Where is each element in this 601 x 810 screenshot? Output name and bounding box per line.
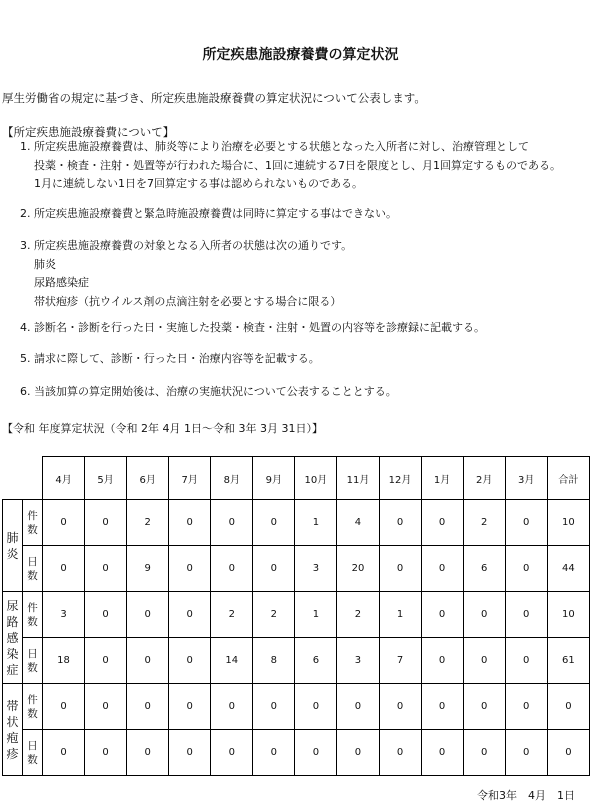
table-cell: 0: [379, 546, 421, 592]
table-cell: 0: [379, 684, 421, 730]
rule-text: 請求に際して、診断・行った日・治療内容等を記載する。: [34, 352, 320, 365]
table-row: [3, 730, 590, 776]
table-cell: 0: [505, 684, 547, 730]
table-cell: 0: [505, 546, 547, 592]
table-cell: 0: [43, 730, 85, 776]
rule-text: 当該加算の算定開始後は、治療の実施状況について公表することとする。: [34, 385, 397, 398]
table-cell: 0: [169, 684, 211, 730]
table-cell: 2: [253, 592, 295, 638]
rule-text: 帯状疱疹（抗ウイルス剤の点滴注射を必要とする場合に限る）: [34, 294, 342, 308]
table-cell: 0: [337, 684, 379, 730]
section-heading: 【所定疾患施設療養費について】: [2, 125, 175, 139]
table-cell: 0: [211, 500, 253, 546]
rule-line: [20, 350, 320, 369]
table-cell: 2: [211, 592, 253, 638]
table-cell: 0: [169, 500, 211, 546]
column-header: 10月: [295, 457, 337, 500]
table-row: [3, 684, 590, 730]
table-cell: 7: [379, 638, 421, 684]
table-cell: 44: [547, 546, 589, 592]
table-caption: 【令和 年度算定状況（令和 2年 4月 1日～令和 3年 3月 31日）】: [2, 422, 323, 435]
table-cell: 0: [295, 730, 337, 776]
rule-item: [20, 350, 320, 369]
rule-text: 診断名・診断を行った日・実施した投薬・検査・注射・処置の内容等を診療録に記載する。: [34, 321, 485, 334]
document-date: 令和3年 4月 1日: [477, 789, 575, 802]
table-cell: 0: [253, 684, 295, 730]
table-cell: 0: [295, 684, 337, 730]
table-cell: 0: [211, 730, 253, 776]
table-cell: 0: [43, 546, 85, 592]
table-cell: 0: [43, 684, 85, 730]
table-cell: 8: [253, 638, 295, 684]
table-header-row: [3, 457, 590, 500]
column-header: 7月: [169, 457, 211, 500]
row-unit: 件 数: [23, 592, 43, 638]
table-cell: 0: [85, 592, 127, 638]
rule-text: 尿路感染症: [34, 276, 89, 289]
column-header: 5月: [85, 457, 127, 500]
rule-line: [20, 274, 352, 293]
table-cell: 2: [337, 592, 379, 638]
table-cell: 0: [169, 638, 211, 684]
column-header: 2月: [463, 457, 505, 500]
table-cell: 0: [505, 592, 547, 638]
table-cell: 0: [421, 684, 463, 730]
table-cell: 0: [253, 730, 295, 776]
row-unit: 日 数: [23, 546, 43, 592]
row-unit: 日 数: [23, 638, 43, 684]
disease-name: 肺 炎: [3, 500, 23, 592]
table-cell: 10: [547, 592, 589, 638]
rule-item: [20, 383, 397, 402]
table-row: [3, 592, 590, 638]
rule-text: 投薬・検査・注射・処置等が行われた場合に、1回に連続する7日を限度とし、月1回算定するものである。: [34, 158, 561, 172]
rule-number: 5.: [20, 352, 31, 365]
rule-item: [20, 138, 561, 194]
column-header: 9月: [253, 457, 295, 500]
rule-item: [20, 205, 397, 224]
rule-line: [20, 256, 352, 275]
rule-line: [20, 293, 352, 312]
table-cell: 0: [253, 546, 295, 592]
rule-text: 肺炎: [34, 257, 56, 271]
table-cell: 3: [43, 592, 85, 638]
table-cell: 1: [295, 500, 337, 546]
rule-text: 所定疾患施設療養費の対象となる入所者の状態は次の通りです。: [34, 239, 353, 252]
rule-number: 6.: [20, 385, 31, 398]
row-unit: 件 数: [23, 500, 43, 546]
table-cell: 0: [85, 730, 127, 776]
column-header: 11月: [337, 457, 379, 500]
table-corner: [3, 457, 43, 500]
table-cell: 0: [169, 592, 211, 638]
column-header: 12月: [379, 457, 421, 500]
rule-text: 所定疾患施設療養費と緊急時施設療養費は同時に算定する事はできない。: [34, 207, 397, 220]
table-cell: 14: [211, 638, 253, 684]
disease-name: 尿 路 感 染 症: [3, 592, 23, 684]
table-row: [3, 500, 590, 546]
table-cell: 0: [421, 730, 463, 776]
table-cell: 0: [463, 638, 505, 684]
column-header: 1月: [421, 457, 463, 500]
rule-text: 所定疾患施設療養費は、肺炎等により治療を必要とする状態となった入所者に対し、治療管理として: [34, 140, 529, 153]
table-cell: 0: [505, 730, 547, 776]
column-header: 8月: [211, 457, 253, 500]
table-row: [3, 546, 590, 592]
table-cell: 9: [127, 546, 169, 592]
table-cell: 10: [547, 500, 589, 546]
table-cell: 2: [463, 500, 505, 546]
table-cell: 0: [337, 730, 379, 776]
table-cell: 0: [463, 592, 505, 638]
table-cell: 0: [547, 684, 589, 730]
rule-item: [20, 237, 352, 311]
rule-line: [20, 237, 352, 256]
table-cell: 0: [463, 730, 505, 776]
table-cell: 0: [127, 730, 169, 776]
rule-number: 3.: [20, 239, 31, 252]
table-cell: 0: [127, 684, 169, 730]
table-cell: 0: [127, 592, 169, 638]
table-cell: 0: [85, 638, 127, 684]
table-row: [3, 638, 590, 684]
intro-text: 厚生労働省の規定に基づき、所定疾患施設療養費の算定状況について公表します。: [2, 91, 426, 105]
table-cell: 0: [421, 592, 463, 638]
table-cell: 6: [463, 546, 505, 592]
column-header: 6月: [127, 457, 169, 500]
table-cell: 0: [505, 638, 547, 684]
table-cell: 0: [211, 546, 253, 592]
table-cell: 61: [547, 638, 589, 684]
rule-text: 1月に連続しない1日を7回算定する事は認められないものである。: [34, 177, 363, 190]
table-cell: 2: [127, 500, 169, 546]
row-unit: 日 数: [23, 730, 43, 776]
rule-line: [20, 175, 561, 194]
table-cell: 0: [85, 684, 127, 730]
table-cell: 0: [85, 500, 127, 546]
table-cell: 18: [43, 638, 85, 684]
table-cell: 0: [421, 500, 463, 546]
table-cell: 0: [169, 730, 211, 776]
table-cell: 0: [211, 684, 253, 730]
table-cell: 0: [169, 546, 211, 592]
table-cell: 3: [295, 546, 337, 592]
rule-number: 2.: [20, 207, 31, 220]
disease-name: 帯 状 疱 疹: [3, 684, 23, 776]
column-header: 4月: [43, 457, 85, 500]
column-header: 3月: [505, 457, 547, 500]
row-unit: 件 数: [23, 684, 43, 730]
rule-line: [20, 319, 485, 338]
rule-number: 4.: [20, 321, 31, 334]
table-cell: 0: [547, 730, 589, 776]
table-cell: 0: [421, 546, 463, 592]
table-cell: 6: [295, 638, 337, 684]
table-cell: 0: [421, 638, 463, 684]
page-title: 所定疾患施設療養費の算定状況: [202, 47, 399, 63]
table-cell: 0: [43, 500, 85, 546]
rule-line: [20, 138, 561, 157]
column-header: 合計: [547, 457, 589, 500]
rule-line: [20, 383, 397, 402]
rule-line: [20, 157, 561, 176]
rule-line: [20, 205, 397, 224]
table-cell: 0: [253, 500, 295, 546]
rule-item: [20, 319, 485, 338]
table-cell: 1: [295, 592, 337, 638]
table-cell: 20: [337, 546, 379, 592]
table-cell: 1: [379, 592, 421, 638]
table-cell: 0: [463, 684, 505, 730]
table-cell: 0: [127, 638, 169, 684]
table-cell: 0: [85, 546, 127, 592]
table-cell: 4: [337, 500, 379, 546]
table-cell: 0: [379, 500, 421, 546]
table-cell: 0: [505, 500, 547, 546]
table-cell: 0: [379, 730, 421, 776]
table-cell: 3: [337, 638, 379, 684]
rule-number: 1.: [20, 140, 31, 153]
stats-table: [2, 456, 590, 776]
